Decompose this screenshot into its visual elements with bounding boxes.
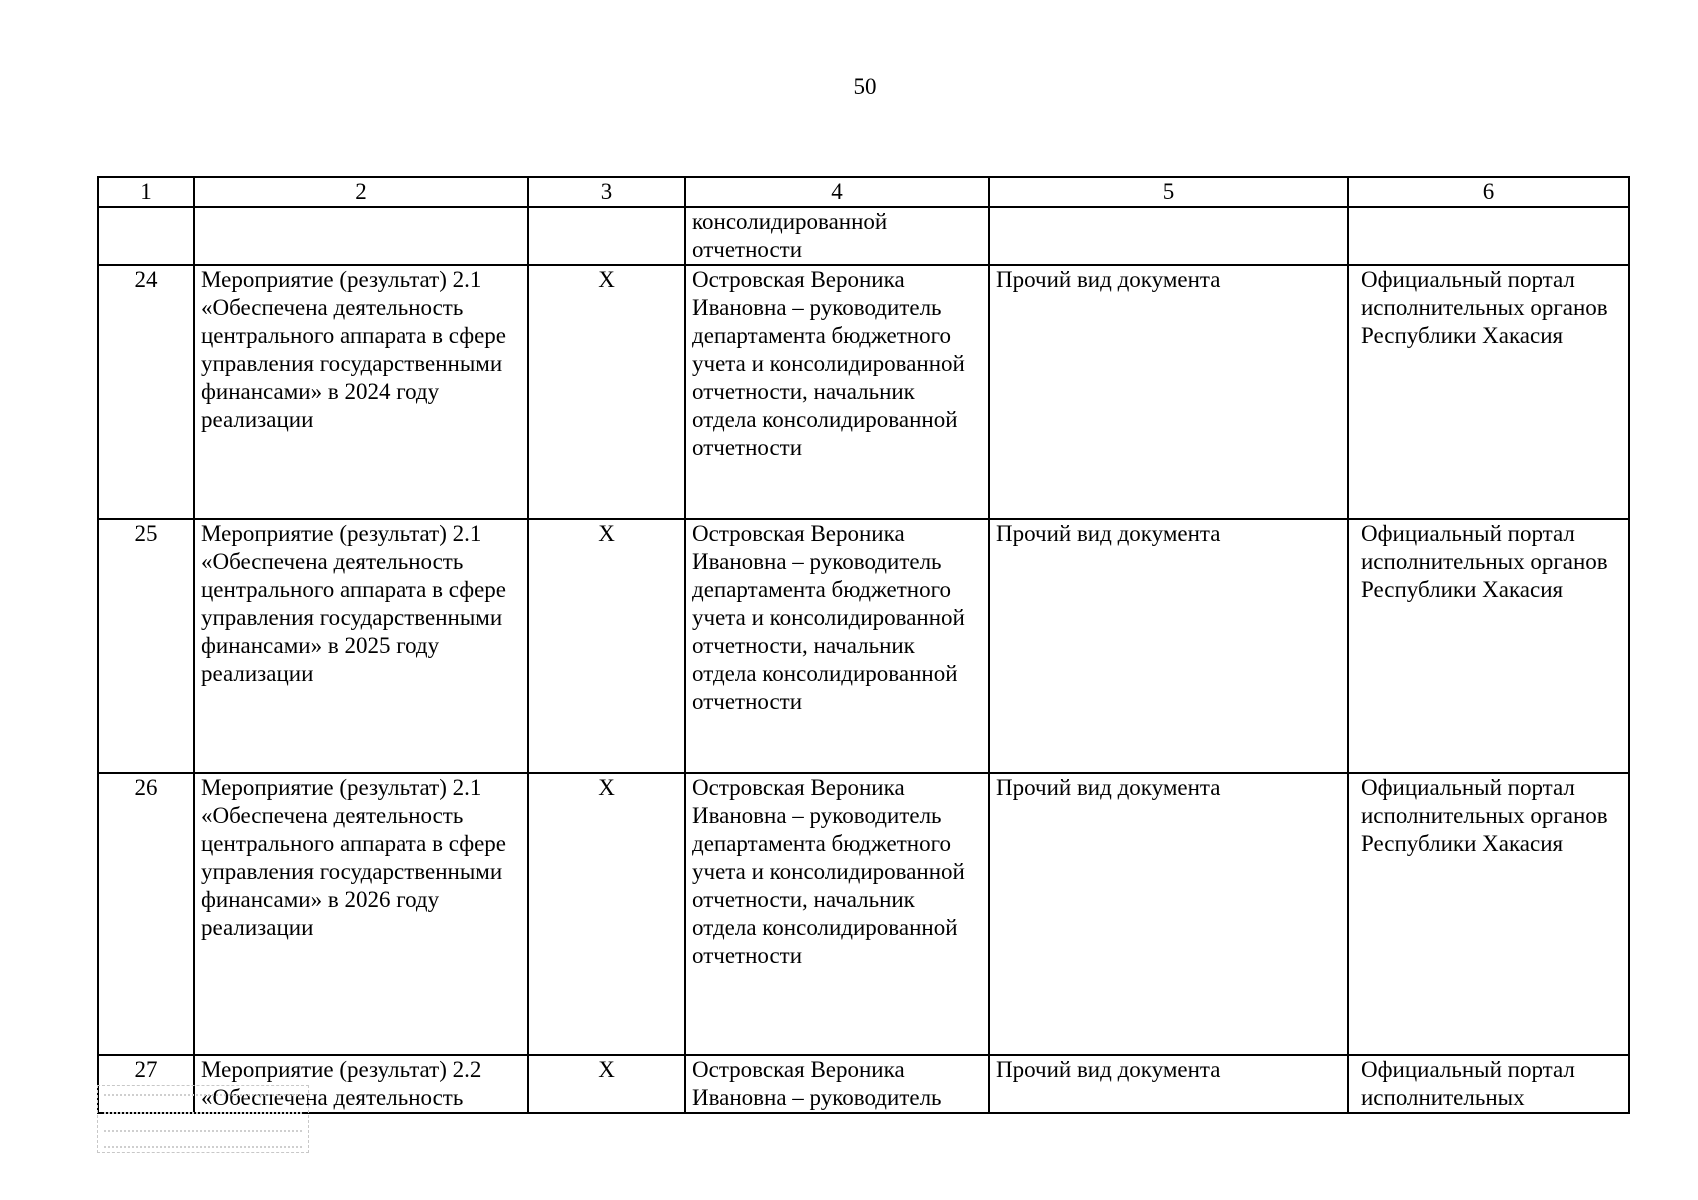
doc-type-cell: Прочий вид документа bbox=[989, 265, 1348, 519]
source-cell: Официальный портал исполнительных bbox=[1348, 1055, 1629, 1113]
event-cell bbox=[194, 207, 528, 265]
event-cell: Мероприятие (результат) 2.1 «Обеспечена деятельность центрального аппарата в сфере управления государственными финансами» в 2026 году реализации bbox=[194, 773, 528, 1055]
responsible-cell: Островская Вероника Ивановна – руководитель департамента бюджетного учета и консолидированной отчетности, начальник отдела консолидированной отчетности bbox=[685, 265, 989, 519]
num-cell: 26 bbox=[98, 773, 194, 1055]
source-cell: Официальный портал исполнительных органов Республики Хакасия bbox=[1348, 265, 1629, 519]
source-cell: Официальный портал исполнительных органов Республики Хакасия bbox=[1348, 773, 1629, 1055]
mark-cell bbox=[528, 207, 685, 265]
table-row bbox=[98, 265, 1629, 519]
column-header: 2 bbox=[194, 177, 528, 207]
table-row bbox=[98, 1055, 1629, 1113]
doc-type-cell bbox=[989, 207, 1348, 265]
column-header: 6 bbox=[1348, 177, 1629, 207]
column-header: 1 bbox=[98, 177, 194, 207]
event-cell: Мероприятие (результат) 2.2 «Обеспечена деятельность bbox=[194, 1055, 528, 1113]
column-header: 3 bbox=[528, 177, 685, 207]
event-cell: Мероприятие (результат) 2.1 «Обеспечена деятельность центрального аппарата в сфере управления государственными финансами» в 2024 году реализации bbox=[194, 265, 528, 519]
responsible-cell: консолидированной отчетности bbox=[685, 207, 989, 265]
num-cell: 27 bbox=[98, 1055, 194, 1113]
doc-type-cell: Прочий вид документа bbox=[989, 1055, 1348, 1113]
faded-stamp bbox=[97, 1085, 309, 1153]
table-row bbox=[98, 519, 1629, 773]
mark-cell: X bbox=[528, 519, 685, 773]
mark-cell: X bbox=[528, 265, 685, 519]
source-cell bbox=[1348, 207, 1629, 265]
source-cell: Официальный портал исполнительных органов Республики Хакасия bbox=[1348, 519, 1629, 773]
num-cell: 24 bbox=[98, 265, 194, 519]
mark-cell: X bbox=[528, 773, 685, 1055]
page-number: 50 bbox=[853, 74, 877, 99]
responsible-cell: Островская Вероника Ивановна – руководитель департамента бюджетного учета и консолидированной отчетности, начальник отдела консолидированной отчетности bbox=[685, 519, 989, 773]
mark-cell: X bbox=[528, 1055, 685, 1113]
table-row bbox=[98, 773, 1629, 1055]
measures-table bbox=[97, 176, 1630, 1114]
responsible-cell: Островская Вероника Ивановна – руководитель bbox=[685, 1055, 989, 1113]
event-cell: Мероприятие (результат) 2.1 «Обеспечена деятельность центрального аппарата в сфере управления государственными финансами» в 2025 году реализации bbox=[194, 519, 528, 773]
num-cell: 25 bbox=[98, 519, 194, 773]
responsible-cell: Островская Вероника Ивановна – руководитель департамента бюджетного учета и консолидированной отчетности, начальник отдела консолидированной отчетности bbox=[685, 773, 989, 1055]
doc-type-cell: Прочий вид документа bbox=[989, 773, 1348, 1055]
num-cell bbox=[98, 207, 194, 265]
column-header: 4 bbox=[685, 177, 989, 207]
column-header: 5 bbox=[989, 177, 1348, 207]
doc-type-cell: Прочий вид документа bbox=[989, 519, 1348, 773]
column-number-header bbox=[98, 177, 1629, 207]
continuation-row bbox=[98, 207, 1629, 265]
